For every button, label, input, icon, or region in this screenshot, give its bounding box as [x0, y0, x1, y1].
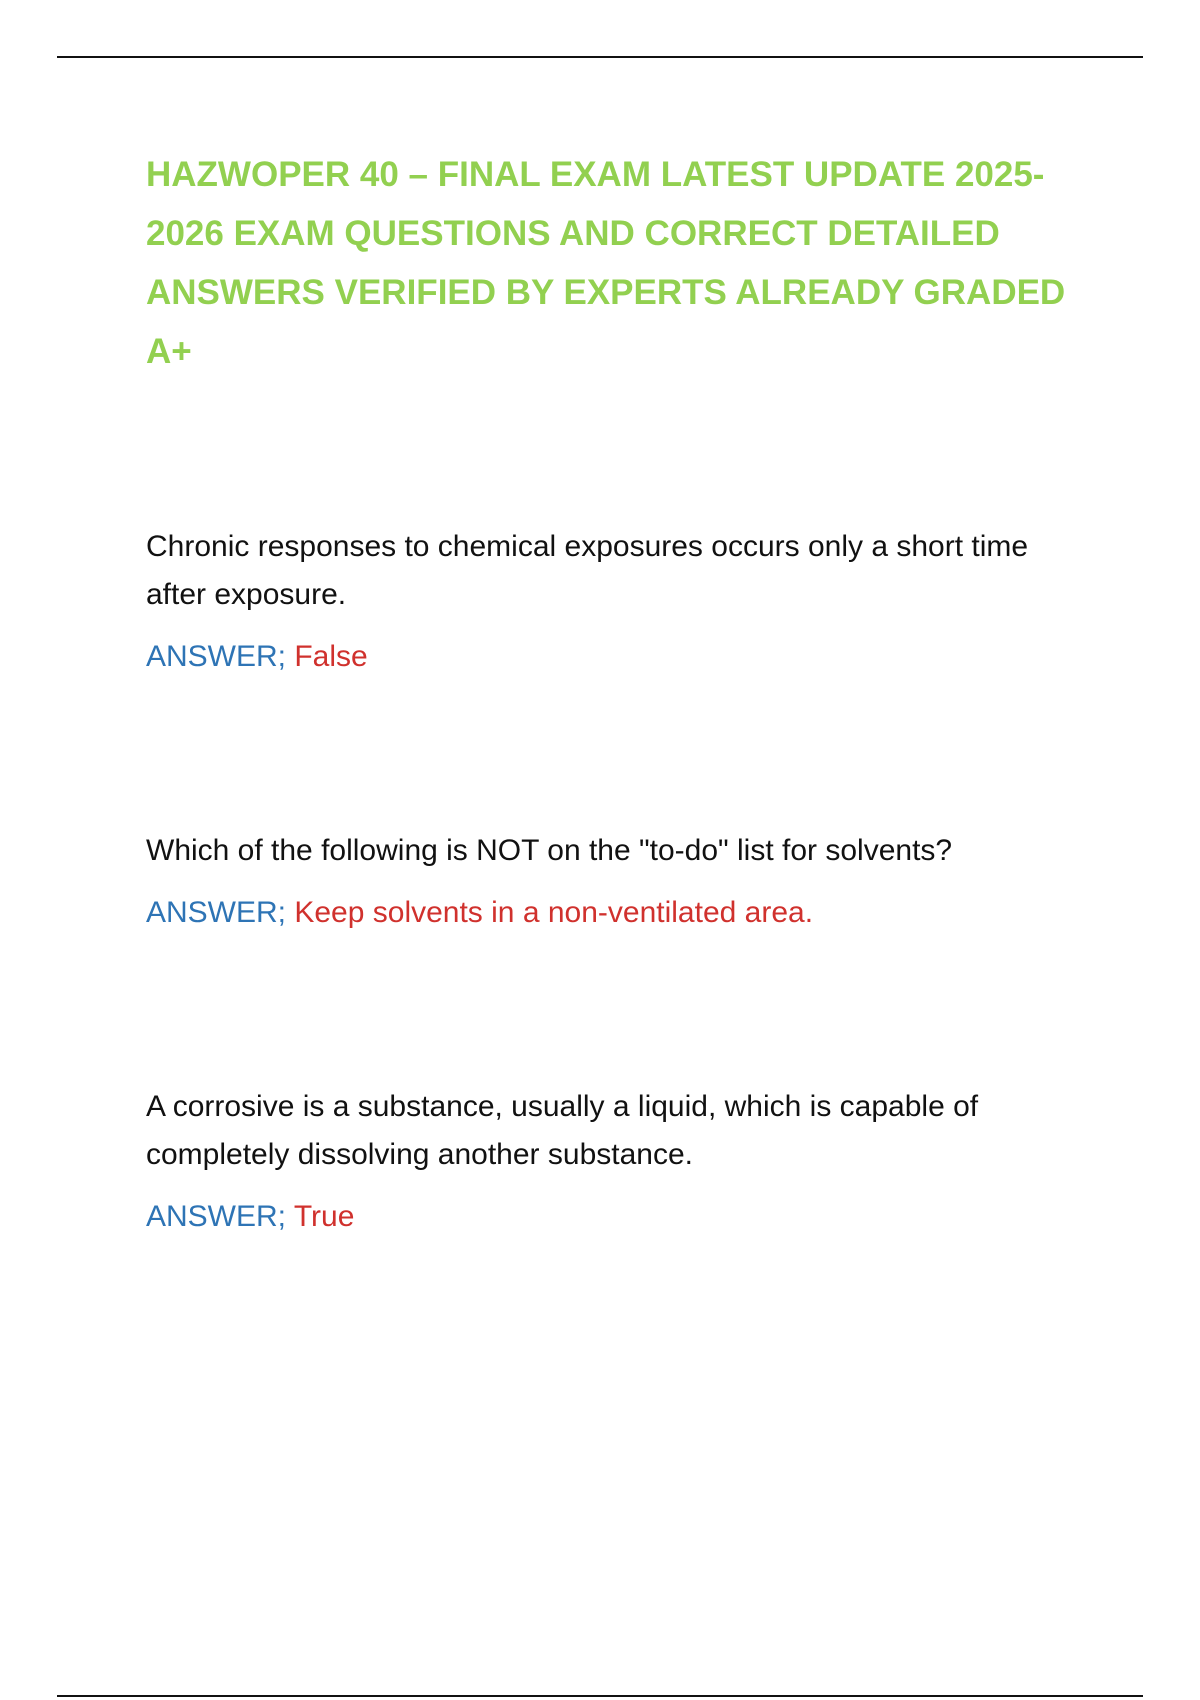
answer-label: ANSWER; — [146, 896, 287, 929]
answer-line — [146, 633, 1086, 681]
answer-value: Keep solvents in a non-ventilated area. — [294, 896, 814, 929]
answer-line — [146, 889, 1086, 937]
footer-rule — [57, 1695, 1143, 1697]
question-block-3 — [146, 1083, 1086, 1241]
question-text: A corrosive is a substance, usually a liquid, which is capable of completely dissolving another substance. — [146, 1090, 979, 1171]
answer-value: False — [294, 640, 368, 673]
document-title: HAZWOPER 40 – FINAL EXAM LATEST UPDATE 2025-2026 EXAM QUESTIONS AND CORRECT DETAILED ANSWERS VERIFIED BY EXPERTS ALREADY GRADED A+ — [146, 155, 1066, 371]
answer-label: ANSWER; — [146, 1200, 287, 1233]
answer-value: True — [293, 1200, 355, 1233]
header-rule — [57, 56, 1143, 58]
answer-line — [146, 1193, 1086, 1241]
answer-label: ANSWER; — [146, 640, 287, 673]
question-text: Which of the following is NOT on the "to-do" list for solvents? — [146, 834, 953, 867]
question-block-2 — [146, 827, 1086, 937]
question-text: Chronic responses to chemical exposures occurs only a short time after exposure. — [146, 530, 1029, 611]
question-block-1 — [146, 523, 1086, 681]
